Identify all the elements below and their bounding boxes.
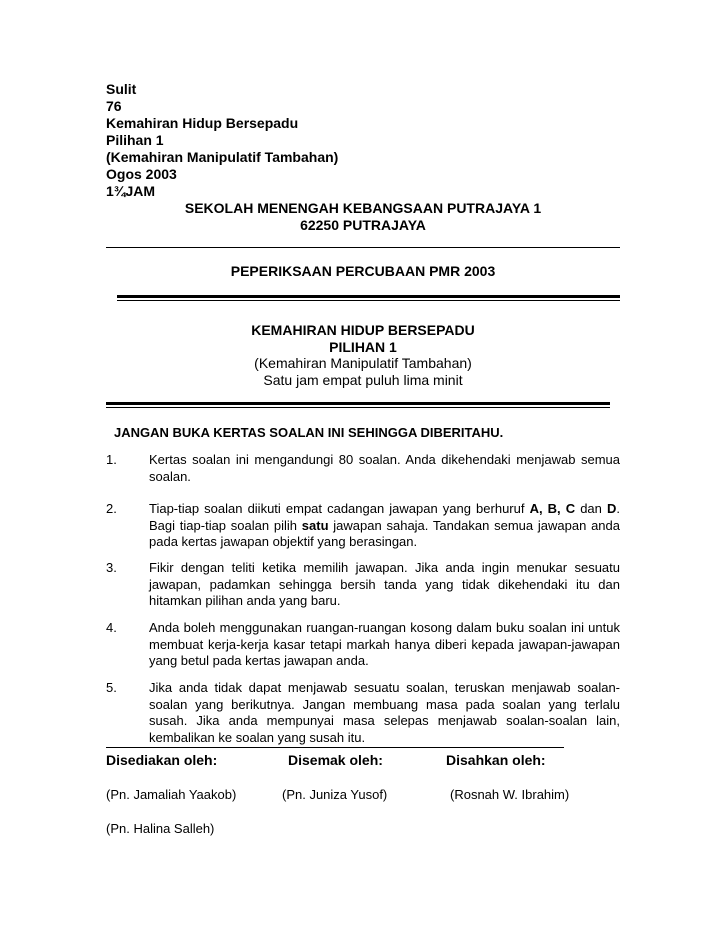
header-duration: 1¾JAM	[106, 183, 156, 199]
instruction-number: 3.	[106, 560, 117, 575]
subject-name: KEMAHIRAN HIDUP BERSEPADU	[251, 322, 475, 338]
exam-title: PEPERIKSAAN PERCUBAAN PMR 2003	[230, 263, 496, 279]
prepared-label: Disediakan oleh:	[106, 752, 218, 768]
instruction-text: Kertas soalan ini mengandungi 80 soalan. Anda dikehendaki menjawab semua soalan.	[149, 452, 620, 484]
header-divider	[106, 247, 620, 248]
warning-text: JANGAN BUKA KERTAS SOALAN INI SEHINGGA DIBERITAHU.	[114, 425, 504, 440]
instruction-item	[106, 452, 620, 485]
prepared-by-2: (Pn. Halina Salleh)	[106, 821, 215, 836]
instruction-item	[106, 501, 620, 551]
header-subject: Kemahiran Hidup Bersepadu	[106, 115, 299, 131]
double-rule-bottom	[106, 402, 610, 408]
instruction-number: 2.	[106, 501, 117, 516]
instruction-item	[106, 620, 620, 670]
subject-duration: Satu jam empat puluh lima minit	[263, 372, 463, 388]
instruction-text: Anda boleh menggunakan ruangan-ruangan kosong dalam buku soalan ini untuk membuat kerja-kerja kasar tetapi markah hanya diberi kepada jawapan-jawapan yang betul pada kertas jawapan anda.	[149, 620, 620, 668]
header-subtitle: (Kemahiran Manipulatif Tambahan)	[106, 149, 339, 165]
signature-divider	[106, 747, 564, 748]
instruction-item	[106, 560, 620, 610]
instruction-text: Tiap-tiap soalan diikuti empat cadangan jawapan yang berhuruf A, B, C dan D. Bagi tiap-tiap soalan pilih satu jawapan sahaja. Tandakan semua jawapan anda pada kertas jawapan objektif yang berasingan.	[149, 501, 620, 549]
instruction-item	[106, 680, 620, 746]
instruction-number: 4.	[106, 620, 117, 635]
subject-subtitle: (Kemahiran Manipulatif Tambahan)	[254, 355, 472, 371]
instruction-number: 5.	[106, 680, 117, 695]
instruction-number: 1.	[106, 452, 117, 467]
double-rule-top	[117, 295, 620, 301]
prepared-by: (Pn. Jamaliah Yaakob)	[106, 787, 237, 802]
checked-label: Disemak oleh:	[288, 752, 383, 768]
school-address: 62250 PUTRAJAYA	[300, 217, 426, 233]
checked-by: (Pn. Juniza Yusof)	[282, 787, 388, 802]
school-name: SEKOLAH MENENGAH KEBANGSAAN PUTRAJAYA 1	[184, 200, 542, 216]
header-code: 76	[106, 98, 122, 114]
header-paper: Pilihan 1	[106, 132, 164, 148]
header-sulit: Sulit	[106, 81, 137, 97]
instruction-text: Fikir dengan teliti ketika memilih jawapan. Jika anda ingin menukar sesuatu jawapan, padamkan sehingga bersih tanda yang tidak dikehendaki itu dan hitamkan pilihan anda yang baru.	[149, 560, 620, 608]
approved-label: Disahkan oleh:	[446, 752, 546, 768]
subject-paper: PILIHAN 1	[329, 339, 397, 355]
approved-by: (Rosnah W. Ibrahim)	[450, 787, 570, 802]
header-date: Ogos 2003	[106, 166, 177, 182]
instruction-text: Jika anda tidak dapat menjawab sesuatu soalan, teruskan menjawab soalan-soalan yang berikutnya. Jangan membuang masa pada soalan yang terlalu susah. Jika anda mempunyai masa selepas menjawab soalan-soalan lain, kembalikan ke soalan yang susah itu.	[149, 680, 620, 745]
